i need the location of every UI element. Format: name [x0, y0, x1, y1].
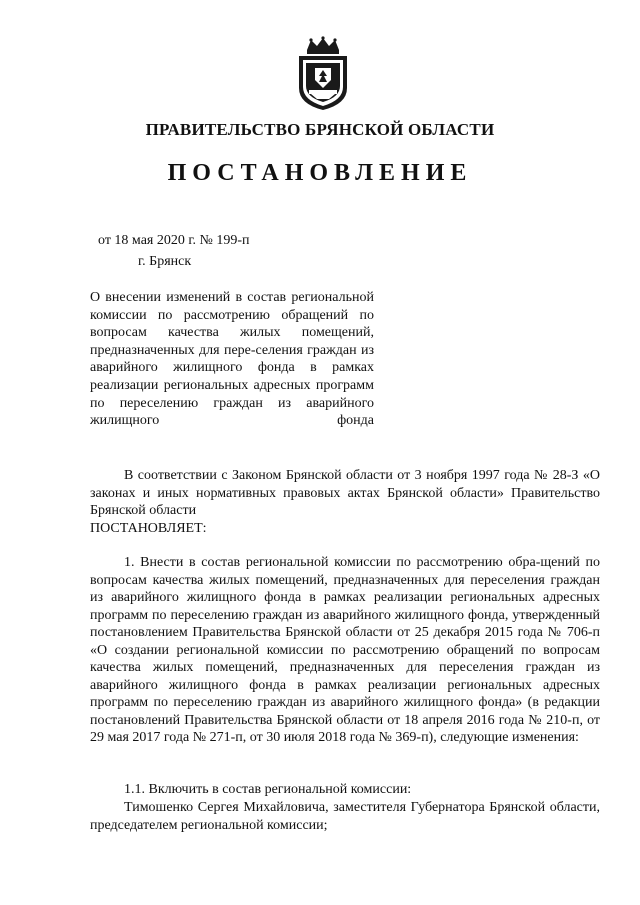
commission-member-paragraph: Тимошенко Сергея Михайловича, заместителя Губернатора Брянской области, председателем региональной комиссии;: [90, 800, 600, 833]
preamble-paragraph: В соответствии с Законом Брянской области от 3 ноября 1997 года № 28-З «О законах и иных нормативных правовых актах Брянской области» Правительство Брянской области: [90, 468, 600, 518]
document-city: г. Брянск: [138, 254, 192, 269]
document-subject: О внесении изменений в состав региональной комиссии по рассмотрению обращений по вопросам качества жилых помещений, предназначенных для пере-селения граждан из аварийного жилищного фонда в рамках реализации региональных адресных программ по переселению граждан из аварийного жилищного фонда: [90, 290, 374, 429]
document-type-title: ПОСТАНОВЛЕНИЕ: [167, 160, 473, 186]
item-1-paragraph: 1. Внести в состав региональной комиссии по рассмотрению обра-щений по вопросам качества жилых помещений, предназначенных для переселения граждан из аварийного жилищного фонда в рамках реализации региональных адресных программ по переселению граждан из аварийного жилищного фонда, утвержденный постановлением Правительства Брянской области от 25 декабря 2015 года № 706-п «О создании региональной комиссии по рассмотрению обращений по вопросам качества жилых помещений, предназначенных для переселения граждан из аварийного жилищного фонда в рамках реализации региональных адресных программ по переселению граждан из аварийного жилищного фонда» (в редакции постановлений Правительства Брянской области от 18 апреля 2016 года № 210-п, от 29 мая 2017 года № 271-п, от 30 июля 2018 года № 369-п), следующие изменения:: [90, 555, 600, 745]
document-date-number: от 18 мая 2020 г. № 199-п: [98, 233, 250, 248]
decree-word: ПОСТАНОВЛЯЕТ:: [90, 521, 207, 536]
item-1-1-paragraph: 1.1. Включить в состав региональной комиссии:: [124, 782, 412, 797]
coat-of-arms-emblem: [293, 36, 353, 112]
government-title: ПРАВИТЕЛЬСТВО БРЯНСКОЙ ОБЛАСТИ: [145, 120, 495, 139]
